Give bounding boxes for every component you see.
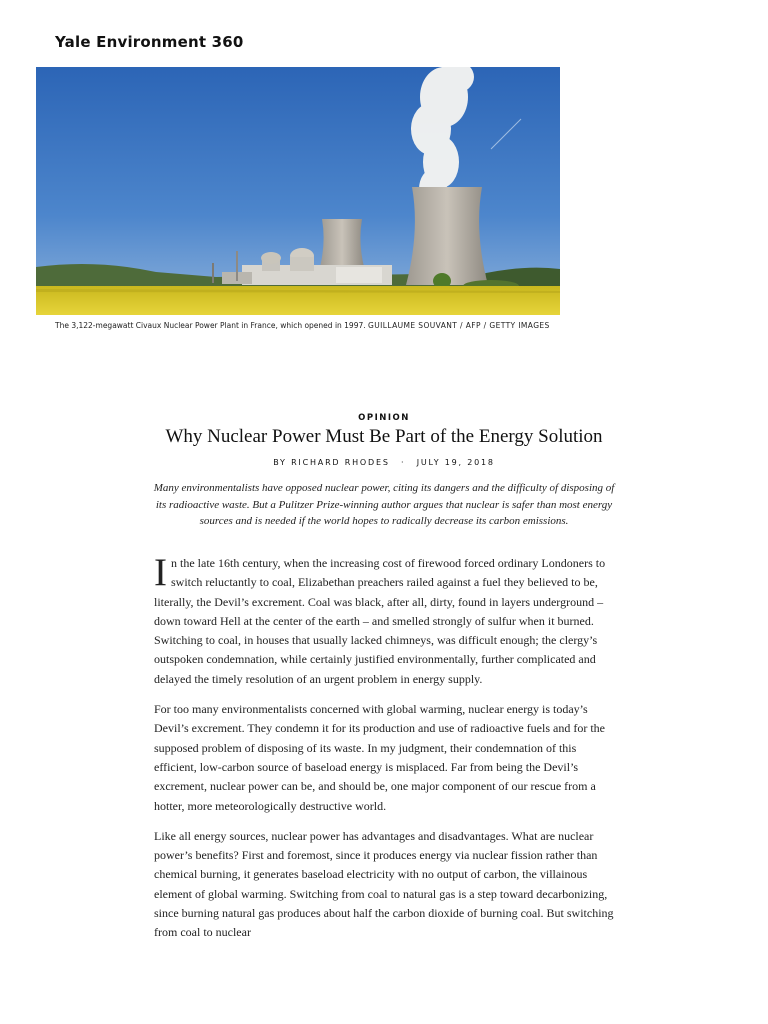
- caption-text: The 3,122-megawatt Civaux Nuclear Power Plant in France, which opened in 1997.: [55, 321, 366, 330]
- article-body: [154, 551, 616, 954]
- hero-photo: [36, 67, 560, 315]
- photo-caption: [55, 321, 695, 330]
- paragraph: For too many environmentalists concerned with global warming, nuclear energy is today’s Devil’s excrement. They condemn it for its production and use of radioactive fuels and for the supposed problem of disposing of its waste. In my judgment, their condemnation of this efficient, low-carbon source of baseload energy is misplaced. Far from being the Devil’s excrement, nuclear power can be, and should be, one major component of our rescue from a hotter, more meteorologically destructive world.: [154, 702, 605, 813]
- byline: [0, 458, 768, 467]
- photo-credit: GUILLAUME SOUVANT / AFP / GETTY IMAGES: [368, 321, 550, 330]
- byline-separator: ·: [401, 458, 406, 467]
- article-title: Why Nuclear Power Must Be Part of the Energy Solution: [165, 426, 603, 447]
- site-logo[interactable]: Yale Environment 360: [55, 33, 244, 51]
- byline-prefix: BY: [273, 458, 287, 467]
- paragraph-text: n the late 16th century, when the increasing cost of firewood forced ordinary Londoners to switch reluctantly to coal, Elizabethan preachers railed against a fuel they believed to be, literally, the Devil’s excrement. Coal was black, after all, dirty, found in layers underground – down toward Hell at the center of the earth – and smelled strongly of sulfur when it burned. Switching to coal, in houses that usually lacked chimneys, was difficult enough; the clergy’s outspoken condemnation, while certainly justified environmentally, further complicated and delayed the timely resolution of an urgent problem in energy supply.: [154, 556, 606, 686]
- author-link[interactable]: RICHARD RHODES: [291, 458, 390, 467]
- paragraph: [154, 551, 616, 689]
- paragraph: Like all energy sources, nuclear power has advantages and disadvantages. What are nuclear power’s benefits? First and foremost, since it produces energy via nuclear fission rather than chemical burning, it generates baseload electricity with no output of carbon, the villainous element of global warming. Switching from coal to natural gas is a step toward decarbonizing, since burning natural gas produces about half the carbon dioxide of burning coal. But switching from coal to nuclear: [154, 828, 614, 940]
- drop-cap: I: [154, 551, 167, 594]
- section-label[interactable]: OPINION: [358, 413, 410, 423]
- article-dek: Many environmentalists have opposed nuclear power, citing its dangers and the difficulty of disposing of its radioactive waste. But a Pulitzer Prize-winning author argues that nuclear is safer than most energy sources and is needed if the world hopes to radically decrease its carbon emissions.: [153, 482, 615, 527]
- publish-date: JULY 19, 2018: [416, 458, 495, 467]
